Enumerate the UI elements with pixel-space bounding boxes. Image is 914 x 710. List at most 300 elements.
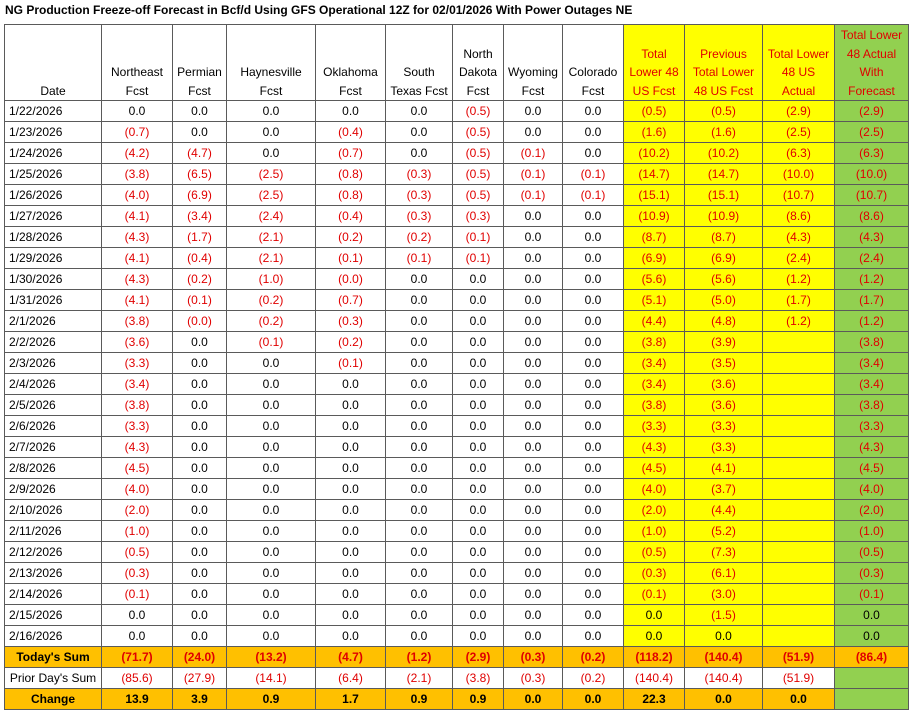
cell-previous-total: (7.3) — [685, 542, 763, 563]
cell-haynesville: (2.5) — [227, 185, 316, 206]
sum-cell-wyoming: (0.3) — [504, 668, 563, 689]
sum-cell-colorado: (0.2) — [563, 668, 624, 689]
cell-haynesville: 0.0 — [227, 437, 316, 458]
cell-permian: 0.0 — [173, 101, 227, 122]
cell-south-texas: (0.3) — [386, 206, 453, 227]
cell-colorado: 0.0 — [563, 206, 624, 227]
table-row — [5, 143, 909, 164]
cell-total-l48-actual — [763, 521, 835, 542]
cell-south-texas: 0.0 — [386, 563, 453, 584]
cell-south-texas: 0.0 — [386, 584, 453, 605]
cell-total-l48-actual — [763, 332, 835, 353]
cell-actual-with-forecast: (0.1) — [835, 584, 909, 605]
row-label: Change — [5, 689, 102, 710]
cell-permian: (1.7) — [173, 227, 227, 248]
cell-wyoming: 0.0 — [504, 290, 563, 311]
table-row — [5, 626, 909, 647]
cell-colorado: (0.1) — [563, 164, 624, 185]
sum-cell-oklahoma: (6.4) — [316, 668, 386, 689]
sum-cell-permian: 3.9 — [173, 689, 227, 710]
cell-colorado: 0.0 — [563, 122, 624, 143]
column-header-colorado: Colorado Fcst — [563, 25, 624, 101]
cell-date: 2/8/2026 — [5, 458, 102, 479]
cell-wyoming: 0.0 — [504, 458, 563, 479]
cell-colorado: 0.0 — [563, 353, 624, 374]
cell-previous-total: (6.1) — [685, 563, 763, 584]
cell-haynesville: 0.0 — [227, 143, 316, 164]
cell-previous-total: (5.2) — [685, 521, 763, 542]
cell-oklahoma: (0.8) — [316, 185, 386, 206]
sum-cell-previous-total: (140.4) — [685, 647, 763, 668]
cell-colorado: 0.0 — [563, 437, 624, 458]
cell-colorado: 0.0 — [563, 584, 624, 605]
cell-permian: 0.0 — [173, 416, 227, 437]
cell-total-l48-actual — [763, 374, 835, 395]
cell-north-dakota: (0.5) — [453, 122, 504, 143]
column-header-previous-total: Previous Total Lower 48 US Fcst — [685, 25, 763, 101]
cell-northeast: 0.0 — [102, 605, 173, 626]
sum-cell-total-l48-actual: (51.9) — [763, 647, 835, 668]
table-row — [5, 227, 909, 248]
cell-previous-total: (10.2) — [685, 143, 763, 164]
cell-wyoming: 0.0 — [504, 605, 563, 626]
cell-haynesville: (2.4) — [227, 206, 316, 227]
cell-haynesville: 0.0 — [227, 101, 316, 122]
cell-northeast: 0.0 — [102, 101, 173, 122]
cell-date: 2/2/2026 — [5, 332, 102, 353]
cell-permian: 0.0 — [173, 437, 227, 458]
cell-south-texas: 0.0 — [386, 353, 453, 374]
cell-actual-with-forecast: (3.4) — [835, 374, 909, 395]
sum-cell-wyoming: (0.3) — [504, 647, 563, 668]
cell-actual-with-forecast: (4.5) — [835, 458, 909, 479]
cell-actual-with-forecast: 0.0 — [835, 626, 909, 647]
cell-permian: 0.0 — [173, 374, 227, 395]
cell-permian: (0.1) — [173, 290, 227, 311]
cell-north-dakota: 0.0 — [453, 290, 504, 311]
sum-cell-colorado: (0.2) — [563, 647, 624, 668]
cell-total-l48-fcst: (4.4) — [624, 311, 685, 332]
cell-total-l48-fcst: (14.7) — [624, 164, 685, 185]
sum-cell-actual-with-forecast — [835, 689, 909, 710]
cell-south-texas: 0.0 — [386, 311, 453, 332]
cell-date: 1/23/2026 — [5, 122, 102, 143]
cell-south-texas: (0.2) — [386, 227, 453, 248]
cell-total-l48-actual — [763, 542, 835, 563]
cell-total-l48-fcst: (3.4) — [624, 353, 685, 374]
cell-previous-total: (0.5) — [685, 101, 763, 122]
cell-northeast: (4.2) — [102, 143, 173, 164]
cell-permian: (3.4) — [173, 206, 227, 227]
cell-permian: (0.4) — [173, 248, 227, 269]
sum-cell-north-dakota: 0.9 — [453, 689, 504, 710]
cell-actual-with-forecast: (4.3) — [835, 227, 909, 248]
cell-north-dakota: 0.0 — [453, 521, 504, 542]
table-row — [5, 521, 909, 542]
cell-actual-with-forecast: (0.5) — [835, 542, 909, 563]
cell-date: 1/27/2026 — [5, 206, 102, 227]
cell-total-l48-fcst: (0.5) — [624, 542, 685, 563]
cell-wyoming: 0.0 — [504, 248, 563, 269]
cell-colorado: 0.0 — [563, 248, 624, 269]
table-row — [5, 101, 909, 122]
cell-oklahoma: (0.3) — [316, 311, 386, 332]
cell-oklahoma: 0.0 — [316, 584, 386, 605]
cell-oklahoma: 0.0 — [316, 542, 386, 563]
cell-colorado: 0.0 — [563, 227, 624, 248]
sum-cell-north-dakota: (2.9) — [453, 647, 504, 668]
cell-north-dakota: 0.0 — [453, 269, 504, 290]
cell-total-l48-actual — [763, 458, 835, 479]
cell-northeast: (4.1) — [102, 248, 173, 269]
cell-wyoming: 0.0 — [504, 626, 563, 647]
cell-colorado: 0.0 — [563, 269, 624, 290]
cell-permian: 0.0 — [173, 542, 227, 563]
cell-haynesville: 0.0 — [227, 542, 316, 563]
cell-permian: 0.0 — [173, 626, 227, 647]
cell-wyoming: 0.0 — [504, 311, 563, 332]
cell-haynesville: 0.0 — [227, 626, 316, 647]
cell-date: 1/24/2026 — [5, 143, 102, 164]
table-row — [5, 269, 909, 290]
cell-wyoming: 0.0 — [504, 227, 563, 248]
cell-south-texas: 0.0 — [386, 479, 453, 500]
cell-colorado: 0.0 — [563, 605, 624, 626]
cell-northeast: (3.6) — [102, 332, 173, 353]
cell-total-l48-actual — [763, 605, 835, 626]
cell-colorado: (0.1) — [563, 185, 624, 206]
cell-oklahoma: (0.0) — [316, 269, 386, 290]
cell-colorado: 0.0 — [563, 290, 624, 311]
cell-northeast: (0.3) — [102, 563, 173, 584]
cell-south-texas: 0.0 — [386, 542, 453, 563]
cell-date: 1/25/2026 — [5, 164, 102, 185]
cell-northeast: (4.5) — [102, 458, 173, 479]
cell-colorado: 0.0 — [563, 374, 624, 395]
cell-date: 2/10/2026 — [5, 500, 102, 521]
cell-date: 1/30/2026 — [5, 269, 102, 290]
table-row — [5, 542, 909, 563]
cell-oklahoma: 0.0 — [316, 605, 386, 626]
cell-actual-with-forecast: (10.7) — [835, 185, 909, 206]
cell-actual-with-forecast: 0.0 — [835, 605, 909, 626]
cell-previous-total: (3.6) — [685, 374, 763, 395]
cell-south-texas: 0.0 — [386, 395, 453, 416]
cell-northeast: (4.1) — [102, 290, 173, 311]
cell-date: 1/22/2026 — [5, 101, 102, 122]
cell-actual-with-forecast: (3.8) — [835, 395, 909, 416]
cell-south-texas: 0.0 — [386, 122, 453, 143]
cell-northeast: (4.3) — [102, 269, 173, 290]
cell-actual-with-forecast: (1.2) — [835, 311, 909, 332]
column-header-permian: Permian Fcst — [173, 25, 227, 101]
cell-permian: 0.0 — [173, 605, 227, 626]
cell-previous-total: (6.9) — [685, 248, 763, 269]
cell-previous-total: (15.1) — [685, 185, 763, 206]
cell-previous-total: 0.0 — [685, 626, 763, 647]
cell-actual-with-forecast: (1.2) — [835, 269, 909, 290]
cell-colorado: 0.0 — [563, 500, 624, 521]
sum-cell-actual-with-forecast — [835, 668, 909, 689]
cell-total-l48-actual — [763, 437, 835, 458]
cell-previous-total: (10.9) — [685, 206, 763, 227]
sum-cell-previous-total: (140.4) — [685, 668, 763, 689]
cell-total-l48-fcst: (1.0) — [624, 521, 685, 542]
cell-total-l48-actual: (4.3) — [763, 227, 835, 248]
sum-cell-north-dakota: (3.8) — [453, 668, 504, 689]
column-header-total-l48-fcst: Total Lower 48 US Fcst — [624, 25, 685, 101]
cell-wyoming: 0.0 — [504, 479, 563, 500]
cell-permian: (0.0) — [173, 311, 227, 332]
cell-northeast: (0.7) — [102, 122, 173, 143]
cell-wyoming: 0.0 — [504, 521, 563, 542]
cell-north-dakota: 0.0 — [453, 416, 504, 437]
cell-north-dakota: 0.0 — [453, 584, 504, 605]
sum-cell-wyoming: 0.0 — [504, 689, 563, 710]
table-row — [5, 437, 909, 458]
cell-haynesville: 0.0 — [227, 395, 316, 416]
cell-total-l48-actual — [763, 626, 835, 647]
cell-northeast: (4.3) — [102, 227, 173, 248]
cell-oklahoma: 0.0 — [316, 521, 386, 542]
cell-previous-total: (5.6) — [685, 269, 763, 290]
sum-cell-haynesville: (13.2) — [227, 647, 316, 668]
table-row — [5, 164, 909, 185]
cell-haynesville: 0.0 — [227, 416, 316, 437]
change-row — [5, 689, 909, 710]
cell-total-l48-fcst: (8.7) — [624, 227, 685, 248]
cell-previous-total: (3.9) — [685, 332, 763, 353]
cell-total-l48-actual: (2.9) — [763, 101, 835, 122]
table-row — [5, 458, 909, 479]
cell-northeast: (3.8) — [102, 395, 173, 416]
cell-northeast: (4.0) — [102, 185, 173, 206]
cell-south-texas: 0.0 — [386, 626, 453, 647]
sum-cell-northeast: 13.9 — [102, 689, 173, 710]
cell-actual-with-forecast: (8.6) — [835, 206, 909, 227]
cell-northeast: (0.1) — [102, 584, 173, 605]
cell-total-l48-fcst: (3.3) — [624, 416, 685, 437]
cell-oklahoma: 0.0 — [316, 563, 386, 584]
cell-northeast: 0.0 — [102, 626, 173, 647]
cell-oklahoma: (0.4) — [316, 122, 386, 143]
cell-northeast: (2.0) — [102, 500, 173, 521]
cell-date: 2/15/2026 — [5, 605, 102, 626]
cell-haynesville: (0.2) — [227, 290, 316, 311]
cell-wyoming: 0.0 — [504, 437, 563, 458]
cell-total-l48-actual: (1.7) — [763, 290, 835, 311]
column-header-haynesville: Haynesville Fcst — [227, 25, 316, 101]
cell-previous-total: (14.7) — [685, 164, 763, 185]
cell-total-l48-fcst: (15.1) — [624, 185, 685, 206]
column-header-date: Date — [5, 25, 102, 101]
cell-actual-with-forecast: (1.7) — [835, 290, 909, 311]
cell-date: 2/14/2026 — [5, 584, 102, 605]
cell-haynesville: 0.0 — [227, 605, 316, 626]
cell-south-texas: 0.0 — [386, 269, 453, 290]
cell-north-dakota: 0.0 — [453, 458, 504, 479]
cell-north-dakota: 0.0 — [453, 374, 504, 395]
cell-oklahoma: 0.0 — [316, 437, 386, 458]
cell-colorado: 0.0 — [563, 521, 624, 542]
cell-actual-with-forecast: (3.3) — [835, 416, 909, 437]
cell-haynesville: (2.1) — [227, 248, 316, 269]
cell-total-l48-actual — [763, 500, 835, 521]
cell-north-dakota: 0.0 — [453, 353, 504, 374]
cell-permian: 0.0 — [173, 458, 227, 479]
cell-previous-total: (4.4) — [685, 500, 763, 521]
sum-cell-permian: (27.9) — [173, 668, 227, 689]
cell-total-l48-actual: (10.0) — [763, 164, 835, 185]
cell-total-l48-actual — [763, 479, 835, 500]
cell-date: 2/16/2026 — [5, 626, 102, 647]
cell-actual-with-forecast: (2.4) — [835, 248, 909, 269]
cell-date: 1/26/2026 — [5, 185, 102, 206]
cell-total-l48-actual — [763, 353, 835, 374]
sum-cell-actual-with-forecast: (86.4) — [835, 647, 909, 668]
freeze-off-table — [4, 24, 909, 710]
cell-permian: 0.0 — [173, 521, 227, 542]
cell-south-texas: 0.0 — [386, 101, 453, 122]
cell-previous-total: (3.7) — [685, 479, 763, 500]
table-row — [5, 605, 909, 626]
sum-cell-total-l48-fcst: (118.2) — [624, 647, 685, 668]
cell-wyoming: 0.0 — [504, 584, 563, 605]
cell-south-texas: 0.0 — [386, 374, 453, 395]
cell-south-texas: (0.3) — [386, 185, 453, 206]
sum-cell-south-texas: 0.9 — [386, 689, 453, 710]
cell-south-texas: 0.0 — [386, 290, 453, 311]
cell-permian: 0.0 — [173, 395, 227, 416]
cell-previous-total: (4.1) — [685, 458, 763, 479]
cell-wyoming: 0.0 — [504, 395, 563, 416]
table-row — [5, 206, 909, 227]
cell-wyoming: 0.0 — [504, 332, 563, 353]
cell-actual-with-forecast: (0.3) — [835, 563, 909, 584]
cell-oklahoma: 0.0 — [316, 479, 386, 500]
cell-colorado: 0.0 — [563, 563, 624, 584]
cell-wyoming: 0.0 — [504, 563, 563, 584]
cell-date: 2/12/2026 — [5, 542, 102, 563]
cell-colorado: 0.0 — [563, 311, 624, 332]
cell-north-dakota: 0.0 — [453, 605, 504, 626]
cell-actual-with-forecast: (10.0) — [835, 164, 909, 185]
cell-haynesville: 0.0 — [227, 479, 316, 500]
cell-north-dakota: (0.5) — [453, 101, 504, 122]
cell-total-l48-actual — [763, 416, 835, 437]
cell-date: 2/6/2026 — [5, 416, 102, 437]
cell-total-l48-fcst: (0.1) — [624, 584, 685, 605]
cell-oklahoma: (0.2) — [316, 227, 386, 248]
cell-haynesville: (2.1) — [227, 227, 316, 248]
sum-cell-south-texas: (2.1) — [386, 668, 453, 689]
cell-northeast: (3.8) — [102, 164, 173, 185]
cell-north-dakota: 0.0 — [453, 311, 504, 332]
cell-oklahoma: 0.0 — [316, 458, 386, 479]
cell-previous-total: (3.3) — [685, 416, 763, 437]
cell-haynesville: 0.0 — [227, 122, 316, 143]
cell-colorado: 0.0 — [563, 143, 624, 164]
cell-northeast: (4.1) — [102, 206, 173, 227]
cell-previous-total: (3.3) — [685, 437, 763, 458]
cell-total-l48-fcst: (5.1) — [624, 290, 685, 311]
cell-total-l48-fcst: (1.6) — [624, 122, 685, 143]
table-row — [5, 374, 909, 395]
cell-wyoming: 0.0 — [504, 206, 563, 227]
cell-total-l48-fcst: (0.5) — [624, 101, 685, 122]
cell-total-l48-fcst: (6.9) — [624, 248, 685, 269]
table-row — [5, 584, 909, 605]
cell-colorado: 0.0 — [563, 626, 624, 647]
cell-total-l48-fcst: (5.6) — [624, 269, 685, 290]
cell-permian: (6.9) — [173, 185, 227, 206]
cell-wyoming: 0.0 — [504, 374, 563, 395]
cell-north-dakota: 0.0 — [453, 500, 504, 521]
row-label: Prior Day's Sum — [5, 668, 102, 689]
cell-wyoming: 0.0 — [504, 416, 563, 437]
cell-south-texas: (0.3) — [386, 164, 453, 185]
cell-total-l48-actual: (2.4) — [763, 248, 835, 269]
prior-sum-row — [5, 668, 909, 689]
cell-total-l48-actual: (1.2) — [763, 311, 835, 332]
cell-haynesville: 0.0 — [227, 521, 316, 542]
cell-wyoming: 0.0 — [504, 542, 563, 563]
cell-south-texas: 0.0 — [386, 605, 453, 626]
cell-oklahoma: (0.1) — [316, 248, 386, 269]
cell-south-texas: 0.0 — [386, 332, 453, 353]
sum-cell-oklahoma: 1.7 — [316, 689, 386, 710]
cell-date: 1/31/2026 — [5, 290, 102, 311]
cell-date: 2/13/2026 — [5, 563, 102, 584]
column-header-oklahoma: Oklahoma Fcst — [316, 25, 386, 101]
cell-total-l48-actual — [763, 563, 835, 584]
cell-oklahoma: 0.0 — [316, 500, 386, 521]
cell-south-texas: 0.0 — [386, 416, 453, 437]
cell-total-l48-fcst: 0.0 — [624, 626, 685, 647]
sum-cell-total-l48-actual: 0.0 — [763, 689, 835, 710]
cell-actual-with-forecast: (3.4) — [835, 353, 909, 374]
cell-total-l48-fcst: 0.0 — [624, 605, 685, 626]
table-row — [5, 185, 909, 206]
column-header-actual-with-forecast: Total Lower 48 Actual With Forecast — [835, 25, 909, 101]
cell-total-l48-fcst: (0.3) — [624, 563, 685, 584]
cell-colorado: 0.0 — [563, 479, 624, 500]
cell-total-l48-fcst: (10.2) — [624, 143, 685, 164]
cell-haynesville: 0.0 — [227, 500, 316, 521]
table-row — [5, 479, 909, 500]
cell-northeast: (0.5) — [102, 542, 173, 563]
table-row — [5, 395, 909, 416]
cell-colorado: 0.0 — [563, 332, 624, 353]
cell-haynesville: 0.0 — [227, 584, 316, 605]
cell-north-dakota: 0.0 — [453, 332, 504, 353]
cell-colorado: 0.0 — [563, 395, 624, 416]
cell-northeast: (4.3) — [102, 437, 173, 458]
cell-permian: 0.0 — [173, 332, 227, 353]
todays-sum-row — [5, 647, 909, 668]
cell-wyoming: 0.0 — [504, 101, 563, 122]
table-row — [5, 122, 909, 143]
cell-south-texas: 0.0 — [386, 521, 453, 542]
cell-oklahoma: (0.7) — [316, 290, 386, 311]
cell-total-l48-actual — [763, 395, 835, 416]
cell-northeast: (3.8) — [102, 311, 173, 332]
cell-colorado: 0.0 — [563, 542, 624, 563]
cell-previous-total: (5.0) — [685, 290, 763, 311]
cell-actual-with-forecast: (3.8) — [835, 332, 909, 353]
cell-wyoming: (0.1) — [504, 164, 563, 185]
cell-wyoming: (0.1) — [504, 185, 563, 206]
